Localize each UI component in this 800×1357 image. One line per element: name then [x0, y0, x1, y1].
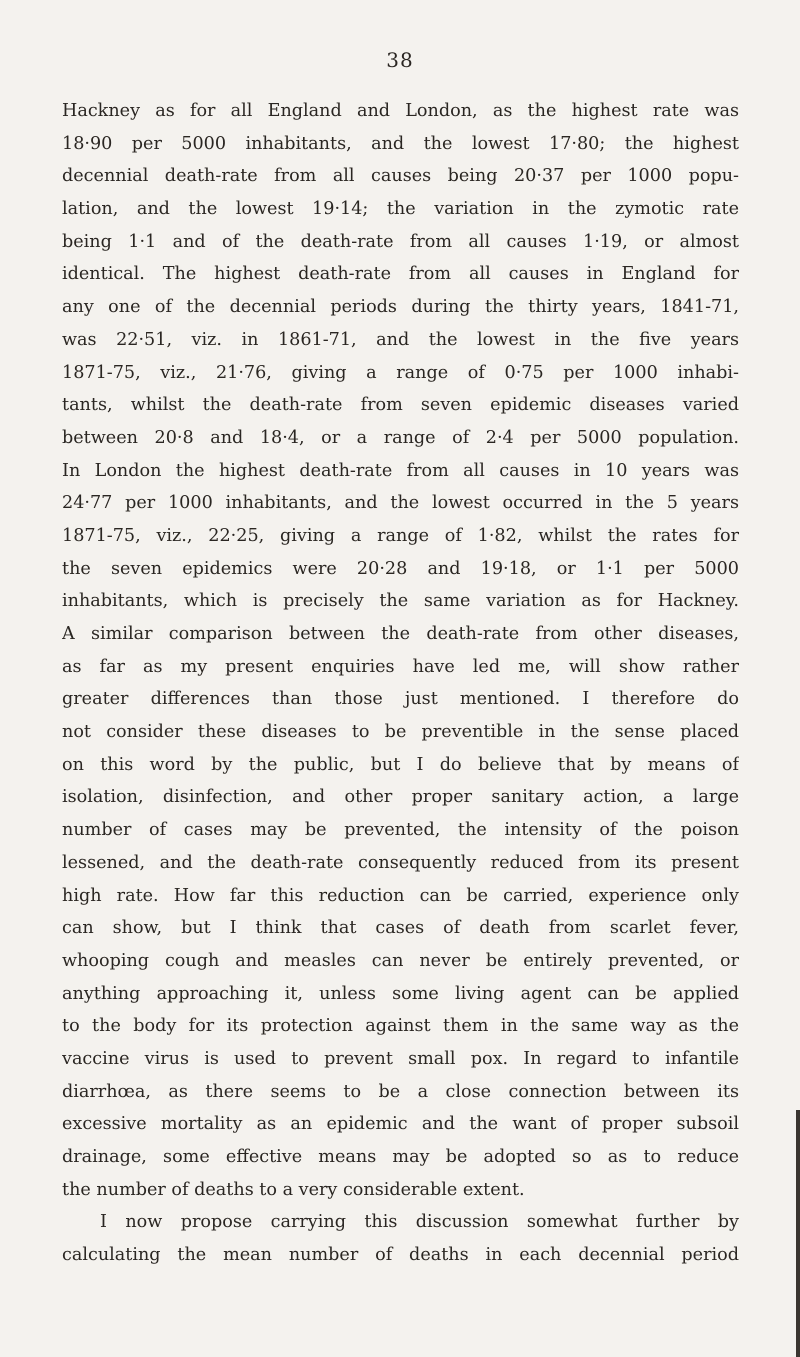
text-line: 24·77 per 1000 inhabitants, and the lowest occurred in the 5 years	[62, 493, 739, 514]
text-line: decennial death-rate from all causes being 20·37 per 1000 popu-	[62, 166, 739, 187]
text-line: to the body for its protection against them in the same way as the	[62, 1016, 739, 1037]
text-line: anything approaching it, unless some living agent can be applied	[62, 983, 739, 1004]
text-line: was 22·51, viz. in 1861-71, and the lowest in the five years	[62, 329, 739, 350]
text-line: identical. The highest death-rate from all causes in England for	[62, 264, 739, 285]
text-line: any one of the decennial periods during the thirty years, 1841-71,	[62, 297, 739, 318]
text-line: vaccine virus is used to prevent small pox. In regard to infantile	[62, 1048, 739, 1069]
text-line: as far as my present enquiries have led me, will show rather	[62, 656, 739, 677]
text-line: tants, whilst the death-rate from seven epidemic diseases varied	[62, 395, 739, 416]
page-number: 38	[386, 48, 414, 72]
text-line: drainage, some effective means may be adopted so as to reduce	[62, 1147, 739, 1167]
text-line: isolation, disinfection, and other proper sanitary action, a large	[62, 787, 739, 808]
text-line: In London the highest death-rate from all causes in 10 years was	[62, 460, 739, 481]
text-line: excessive mortality as an epidemic and the want of proper subsoil	[62, 1114, 739, 1135]
text-line: Hackney as for all England and London, as the highest rate was	[62, 101, 739, 121]
text-line: A similar comparison between the death-rate from other diseases,	[62, 624, 739, 644]
text-line: can show, but I think that cases of death from scarlet fever,	[62, 918, 739, 939]
body-text	[62, 95, 739, 1272]
text-line: not consider these diseases to be preventible in the sense placed	[62, 722, 739, 743]
text-line: greater differences than those just mentioned. I therefore do	[62, 689, 739, 710]
text-line: between 20·8 and 18·4, or a range of 2·4 per 5000 population.	[62, 427, 739, 448]
text-line: being 1·1 and of the death-rate from all causes 1·19, or almost	[62, 231, 739, 252]
page-edge-shadow	[796, 1110, 800, 1357]
text-line: lessened, and the death-rate consequently reduced from its present	[62, 852, 739, 873]
text-line: 1871-75, viz., 22·25, giving a range of 1·82, whilst the rates for	[62, 525, 739, 546]
text-line: lation, and the lowest 19·14; the variation in the zymotic rate	[62, 199, 739, 220]
text-line: the number of deaths to a very considerable extent.	[62, 1179, 525, 1200]
text-line: number of cases may be prevented, the intensity of the poison	[62, 820, 739, 841]
text-line: on this word by the public, but I do believe that by means of	[62, 754, 739, 775]
text-line: 1871-75, viz., 21·76, giving a range of 0·75 per 1000 inhabi-	[62, 362, 739, 383]
text-line: diarrhœa, as there seems to be a close connection between its	[62, 1081, 739, 1102]
text-line: inhabitants, which is precisely the same variation as for Hackney.	[62, 591, 739, 612]
text-line: calculating the mean number of deaths in each decennial period	[62, 1245, 739, 1266]
text-line: whooping cough and measles can never be entirely prevented, or	[62, 950, 739, 971]
paragraph-first-line: I now propose carrying this discussion somewhat further by	[100, 1212, 739, 1233]
text-line: 18·90 per 5000 inhabitants, and the lowest 17·80; the highest	[62, 133, 739, 154]
text-line: high rate. How far this reduction can be carried, experience only	[62, 885, 739, 906]
text-line: the seven epidemics were 20·28 and 19·18, or 1·1 per 5000	[62, 558, 739, 579]
